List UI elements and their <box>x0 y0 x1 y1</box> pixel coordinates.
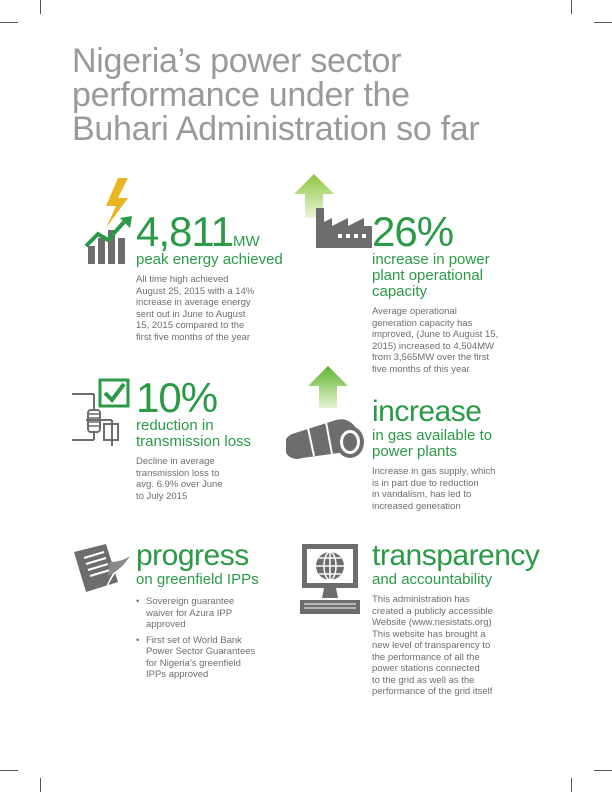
title-line: Nigeria’s power sector <box>72 42 402 80</box>
title-line: performance under the <box>72 76 410 114</box>
factory-icon <box>312 204 374 250</box>
gas-description: Increase in gas supply, which is in part due to reduction in vandalism, has led to increased generation <box>372 466 496 512</box>
transformer-checkbox-icon <box>64 376 138 454</box>
crop-mark <box>40 0 41 14</box>
title-line: Buhari Administration so far <box>72 110 480 148</box>
gas-block <box>372 396 552 512</box>
list-item: • Sovereign guarantee waiver for Azura IPP approved <box>136 596 306 631</box>
peak-unit: MW <box>233 233 260 250</box>
crop-mark <box>0 770 18 771</box>
page-title <box>72 44 572 146</box>
certificate-quill-icon <box>70 542 132 598</box>
gas-value: increase <box>372 395 482 428</box>
transmission-block <box>136 374 306 502</box>
list-item: • First set of World Bank Power Sector Guarantees for Nigeria’s greenfield IPPs approved <box>136 635 306 681</box>
gas-subtitle: in gas available to power plants <box>372 427 493 460</box>
up-arrow-icon <box>306 364 350 410</box>
crop-mark <box>0 22 18 23</box>
transmission-subtitle: reduction in transmission loss <box>136 417 252 450</box>
peak-description: All time high achieved August 25, 2015 with a 14% increase in average energy sent out in June to August 15, 2015 compared to the first five months of the year <box>136 274 255 343</box>
computer-globe-icon <box>298 542 362 616</box>
progress-block <box>136 540 306 685</box>
crop-mark <box>571 778 572 792</box>
lightning-bar-chart-icon <box>84 176 138 266</box>
capacity-block <box>372 208 552 375</box>
crop-mark <box>594 770 612 771</box>
crop-mark <box>594 22 612 23</box>
peak-energy-block <box>136 208 306 343</box>
progress-value: progress <box>136 539 249 572</box>
transparency-value: transparency <box>372 539 540 572</box>
crop-mark <box>40 778 41 792</box>
peak-subtitle: peak energy achieved <box>136 251 283 268</box>
crop-mark <box>571 0 572 14</box>
progress-subtitle: on greenfield IPPs <box>136 571 259 588</box>
capacity-value: 26% <box>372 208 454 255</box>
transmission-description: Decline in average transmission loss to avg. 6.9% over June to July 2015 <box>136 456 223 502</box>
transparency-block <box>372 540 572 698</box>
progress-bullet-list <box>136 596 306 681</box>
capacity-description: Average operational generation capacity has improved, (June to August 15, 2015) increased to 4,504MW from 3,565MW over the first five months of this year <box>372 306 499 375</box>
peak-value: 4,811 <box>136 208 233 255</box>
transparency-description: This administration has created a publicly accessible Website (www.nesistats.org) This website has brought a new level of transparency to the performance of all the power stations connected to the grid as well as the performance of the grid itself <box>372 594 493 697</box>
transparency-subtitle: and accountability <box>372 571 493 588</box>
transmission-value: 10% <box>136 374 218 421</box>
capacity-subtitle: increase in power plant operational capacity <box>372 251 490 300</box>
